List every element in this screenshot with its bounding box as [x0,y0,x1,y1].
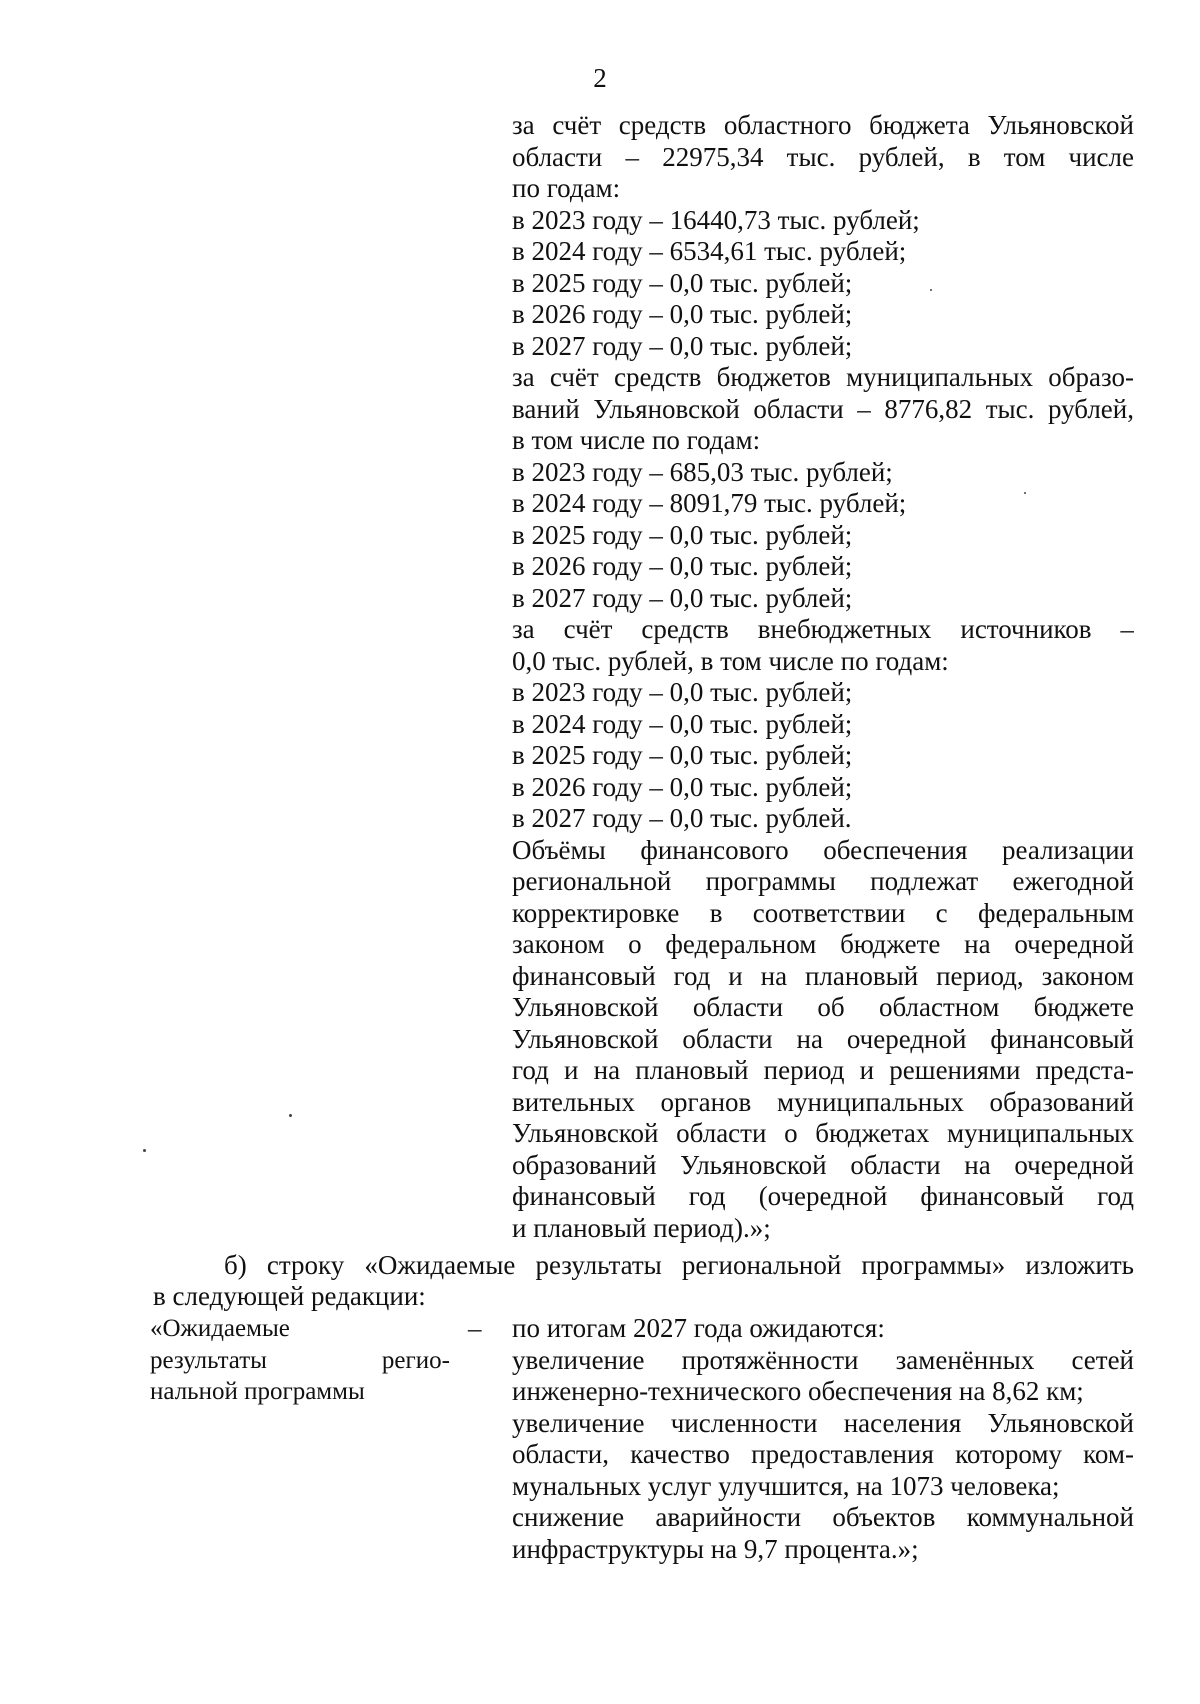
text-line: в 2025 году – 0,0 тыс. рублей; [512,740,853,770]
result-line: инженерно-технического обеспечения на 8,62 км; [512,1376,1084,1406]
amendment-b-paragraph-continuation: в следующей редакции: [153,1281,426,1311]
results-label [150,1313,450,1408]
text-line: в 2024 году – 8091,79 тыс. рублей; [512,488,907,518]
funding-text-block [512,110,1134,1244]
text-line: в 2027 году – 0,0 тыс. рублей; [512,582,853,613]
text-line: в 2027 году – 0,0 тыс. рублей. [512,803,852,833]
results-label-line: результаты регио- [150,1346,450,1374]
result-line: мунальных услуг улучшится, на 1073 человека; [512,1470,1060,1501]
text-line: и плановый период).»; [512,1212,771,1243]
text-line: в 2024 году – 0,0 тыс. рублей; [512,708,853,739]
text-line: по годам: [512,173,621,203]
text-line: за счёт средств областного бюджета Ульяновской [512,110,1134,140]
scan-speck [289,1114,292,1117]
scan-speck [1024,492,1026,494]
text-line: за счёт средств бюджетов муниципальных образо- [512,362,1134,392]
result-line: увеличение численности населения Ульяновской [512,1407,1134,1438]
result-line: снижение аварийности объектов коммунальной [512,1502,1134,1532]
text-line: в 2025 году – 0,0 тыс. рублей; [512,267,853,298]
result-line: увеличение протяжённости заменённых сетей [512,1344,1134,1375]
text-line: финансовый год (очередной финансовый год [512,1181,1134,1211]
page-number: 2 [593,63,607,93]
text-line: законом о федеральном бюджете на очередной [512,929,1134,959]
text-line: в 2024 году – 6534,61 тыс. рублей; [512,236,907,266]
text-line: в 2026 году – 0,0 тыс. рублей; [512,771,853,802]
scan-speck [930,289,932,291]
text-line: в 2025 году – 0,0 тыс. рублей; [512,519,853,550]
results-label-line: «Ожидаемые [150,1315,290,1342]
text-line: области – 22975,34 тыс. рублей, в том числе [512,141,1134,172]
text-line: вительных органов муниципальных образований [512,1086,1134,1117]
text-line: Ульяновской области на очередной финансовый [512,1023,1134,1054]
text-line: в 2023 году – 685,03 тыс. рублей; [512,456,893,487]
text-line: в том числе по годам: [512,425,761,455]
result-line: области, качество предоставления которому ком- [512,1439,1134,1469]
text-line: Объёмы финансового обеспечения реализации [512,834,1134,865]
results-label-line: нальной программы [150,1378,365,1405]
amendment-b-paragraph: б) строку «Ожидаемые результаты региональной программы» изложить [224,1250,1134,1280]
text-line: Ульяновской области об областном бюджете [512,992,1134,1022]
text-line: ваний Ульяновской области – 8776,82 тыс. рублей, [512,393,1134,424]
label-dash: – [468,1313,482,1343]
text-line: финансовый год и на плановый период, законом [512,960,1134,991]
text-line: региональной программы подлежат ежегодной [512,866,1134,896]
text-line: год и на плановый период и решениями предста- [512,1055,1134,1085]
text-line: Ульяновской области о бюджетах муниципальных [512,1118,1134,1148]
text-line: в 2027 году – 0,0 тыс. рублей; [512,330,853,361]
text-line: в 2023 году – 0,0 тыс. рублей; [512,677,853,707]
scan-speck [143,1149,146,1152]
text-line: образований Ульяновской области на очередной [512,1149,1134,1180]
result-line: инфраструктуры на 9,7 процента.»; [512,1533,919,1564]
text-line: корректировке в соответствии с федеральным [512,897,1134,928]
result-line: по итогам 2027 года ожидаются: [512,1313,885,1343]
text-line: в 2026 году – 0,0 тыс. рублей; [512,299,853,329]
text-line: в 2023 году – 16440,73 тыс. рублей; [512,204,920,235]
text-line: 0,0 тыс. рублей, в том числе по годам: [512,645,949,676]
text-line: в 2026 году – 0,0 тыс. рублей; [512,551,853,581]
text-line: за счёт средств внебюджетных источников – [512,614,1134,644]
expected-results-block [512,1313,1134,1565]
